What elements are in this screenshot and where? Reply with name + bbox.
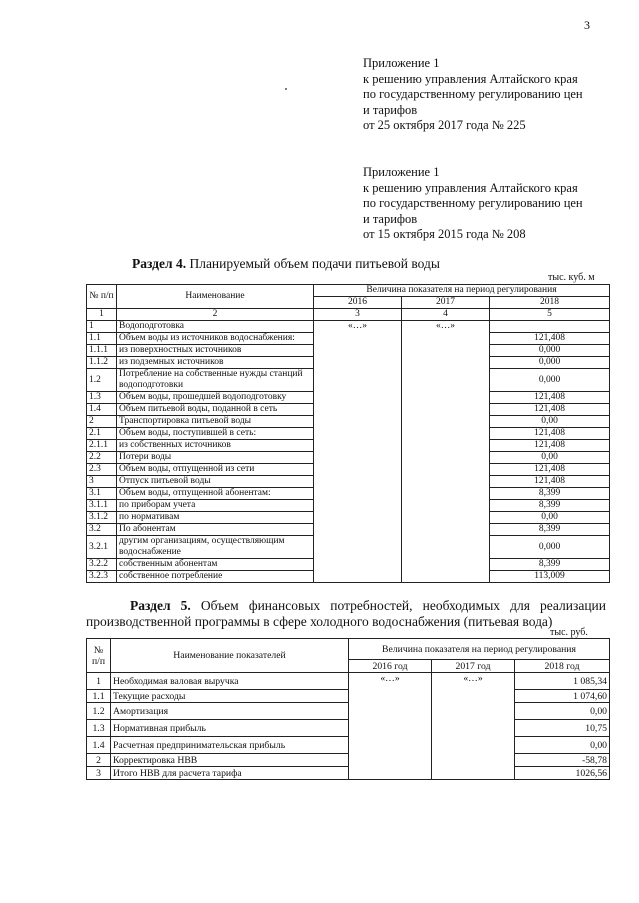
row-name: Текущие расходы	[111, 690, 349, 703]
col-number: 5	[490, 309, 610, 321]
row-name: Потребление на собственные нужды станций водоподготовки	[117, 369, 314, 392]
row-value-2018	[490, 321, 610, 333]
row-value-2017: «…»	[432, 673, 515, 780]
row-value-2018: 8,399	[490, 488, 610, 500]
row-value-2018: 113,009	[490, 571, 610, 583]
appendix-line: по государственному регулированию цен	[363, 87, 583, 101]
row-num: 1.1.1	[87, 345, 117, 357]
section5-label: Раздел 5.	[130, 598, 191, 613]
row-name: Объем питьевой воды, поданной в сеть	[117, 404, 314, 416]
appendix-line: по государственному регулированию цен	[363, 196, 583, 210]
header-year: 2017 год	[432, 660, 515, 673]
row-num: 1.3	[87, 392, 117, 404]
row-name: Отпуск питьевой воды	[117, 476, 314, 488]
table-row	[87, 703, 610, 720]
appendix-line: от 25 октября 2017 года № 225	[363, 118, 526, 132]
row-name: Объем воды из источников водоснабжения:	[117, 333, 314, 345]
row-num: 2.2	[87, 452, 117, 464]
row-value-2018: 0,000	[490, 369, 610, 392]
section4-title	[132, 256, 440, 272]
col-number: 1	[87, 309, 117, 321]
row-value-2018: 10,75	[515, 720, 610, 737]
row-name: другим организациям, осуществляющим водоснабжение	[117, 536, 314, 559]
row-num: 3.2.3	[87, 571, 117, 583]
header-period: Величина показателя на период регулирования	[349, 639, 610, 660]
row-value-2018: 0,00	[490, 416, 610, 428]
row-num: 2.1	[87, 428, 117, 440]
row-value-2018: 1 085,34	[515, 673, 610, 690]
row-num: 3.1	[87, 488, 117, 500]
col-number: 2	[117, 309, 314, 321]
row-num: 1.1	[87, 333, 117, 345]
row-num: 1.2	[87, 703, 111, 720]
row-value-2018: 121,408	[490, 404, 610, 416]
row-value-2018: 0,000	[490, 536, 610, 559]
row-num: 1.2	[87, 369, 117, 392]
section5-unit: тыс. руб.	[550, 627, 588, 638]
table-row	[87, 767, 610, 780]
section5-title	[86, 598, 606, 630]
row-name: из собственных источников	[117, 440, 314, 452]
row-name: Объем воды, отпущенной абонентам:	[117, 488, 314, 500]
row-name: Объем воды, прошедшей водоподготовку	[117, 392, 314, 404]
row-value-2018: 8,399	[490, 500, 610, 512]
table-row	[87, 321, 610, 333]
row-value-2018: 121,408	[490, 464, 610, 476]
section5-title-text: Объем финансовых потребностей, необходимых для реализации производственной программы в сфере холодного водоснабжения (питьевая вода)	[86, 598, 607, 629]
row-name: Итого НВВ для расчета тарифа	[111, 767, 349, 780]
header-period: Величина показателя на период регулирования	[314, 285, 610, 297]
row-num: 3	[87, 476, 117, 488]
row-num: 1.1	[87, 690, 111, 703]
row-num: 2	[87, 754, 111, 767]
row-value-2016: «…»	[314, 321, 402, 583]
row-num: 3.1.1	[87, 500, 117, 512]
header-name: Наименование показателей	[111, 639, 349, 673]
row-value-2018: 121,408	[490, 440, 610, 452]
row-name: Объем воды, поступившей в сеть:	[117, 428, 314, 440]
row-value-2018: -58,78	[515, 754, 610, 767]
row-name: Нормативная прибыль	[111, 720, 349, 737]
row-name: Потери воды	[117, 452, 314, 464]
row-num: 2	[87, 416, 117, 428]
row-value-2018: 8,399	[490, 559, 610, 571]
row-num: 2.1.1	[87, 440, 117, 452]
row-name: по нормативам	[117, 512, 314, 524]
appendix-line: к решению управления Алтайского края	[363, 71, 578, 86]
row-num: 1.4	[87, 404, 117, 416]
col-number: 4	[402, 309, 490, 321]
row-value-2018: 0,00	[490, 452, 610, 464]
row-num: 1	[87, 673, 111, 690]
row-value-2018: 0,00	[515, 703, 610, 720]
header-year: 2016 год	[349, 660, 432, 673]
section4-table	[86, 284, 610, 583]
row-value-2018: 1 074,60	[515, 690, 610, 703]
row-value-2018: 1026,56	[515, 767, 610, 780]
row-value-2018: 121,408	[490, 392, 610, 404]
row-name: Амортизация	[111, 703, 349, 720]
row-name: Транспортировка питьевой воды	[117, 416, 314, 428]
table-row	[87, 690, 610, 703]
header-name: Наименование	[117, 285, 314, 309]
row-value-2018: 0,00	[490, 512, 610, 524]
row-name: По абонентам	[117, 524, 314, 536]
row-num: 1.3	[87, 720, 111, 737]
row-name: Водоподготовка	[117, 321, 314, 333]
header-num: № п/п	[87, 285, 117, 309]
row-value-2018: 121,408	[490, 476, 610, 488]
row-name: собственное потребление	[117, 571, 314, 583]
table-row	[87, 673, 610, 690]
row-value-2018: 0,000	[490, 357, 610, 369]
row-name: из подземных источников	[117, 357, 314, 369]
appendix-current-block	[363, 56, 583, 134]
row-name: по приборам учета	[117, 500, 314, 512]
section4-label: Раздел 4.	[132, 256, 187, 271]
header-year: 2017	[402, 297, 490, 309]
row-num: 3.2	[87, 524, 117, 536]
appendix-original-block	[363, 165, 583, 243]
appendix-line: и тарифов	[363, 211, 418, 226]
row-num: 1.4	[87, 737, 111, 754]
row-value-2017: «…»	[402, 321, 490, 583]
section4-unit: тыс. куб. м	[548, 272, 595, 283]
table-row	[87, 754, 610, 767]
row-num: 3.1.2	[87, 512, 117, 524]
appendix-line: к решению управления Алтайского края	[363, 180, 578, 195]
header-year: 2016	[314, 297, 402, 309]
row-value-2018: 8,399	[490, 524, 610, 536]
row-num: 1.1.2	[87, 357, 117, 369]
row-name: собственным абонентам	[117, 559, 314, 571]
header-year: 2018 год	[515, 660, 610, 673]
header-num: № п/п	[87, 639, 111, 673]
row-name: из поверхностных источников	[117, 345, 314, 357]
row-name: Необходимая валовая выручка	[111, 673, 349, 690]
row-value-2018: 0,000	[490, 345, 610, 357]
row-name: Корректировка НВВ	[111, 754, 349, 767]
row-num: 1	[87, 321, 117, 333]
row-name: Объем воды, отпущенной из сети	[117, 464, 314, 476]
table-row	[87, 720, 610, 737]
scan-speck	[285, 88, 287, 90]
row-value-2018: 121,408	[490, 333, 610, 345]
table-row	[87, 737, 610, 754]
page-number: 3	[584, 18, 590, 32]
appendix-line: и тарифов	[363, 102, 418, 117]
row-name: Расчетная предпринимательская прибыль	[111, 737, 349, 754]
row-num: 3.2.2	[87, 559, 117, 571]
row-num: 3	[87, 767, 111, 780]
row-num: 2.3	[87, 464, 117, 476]
appendix-line: от 15 октября 2015 года № 208	[363, 227, 526, 241]
row-num: 3.2.1	[87, 536, 117, 559]
header-year: 2018	[490, 297, 610, 309]
appendix-line: Приложение 1	[363, 165, 440, 179]
row-value-2016: «…»	[349, 673, 432, 780]
row-value-2018: 0,00	[515, 737, 610, 754]
row-value-2018: 121,408	[490, 428, 610, 440]
section4-title-text: Планируемый объем подачи питьевой воды	[189, 256, 440, 271]
appendix-line: Приложение 1	[363, 56, 440, 70]
section5-table	[86, 638, 610, 780]
col-number: 3	[314, 309, 402, 321]
